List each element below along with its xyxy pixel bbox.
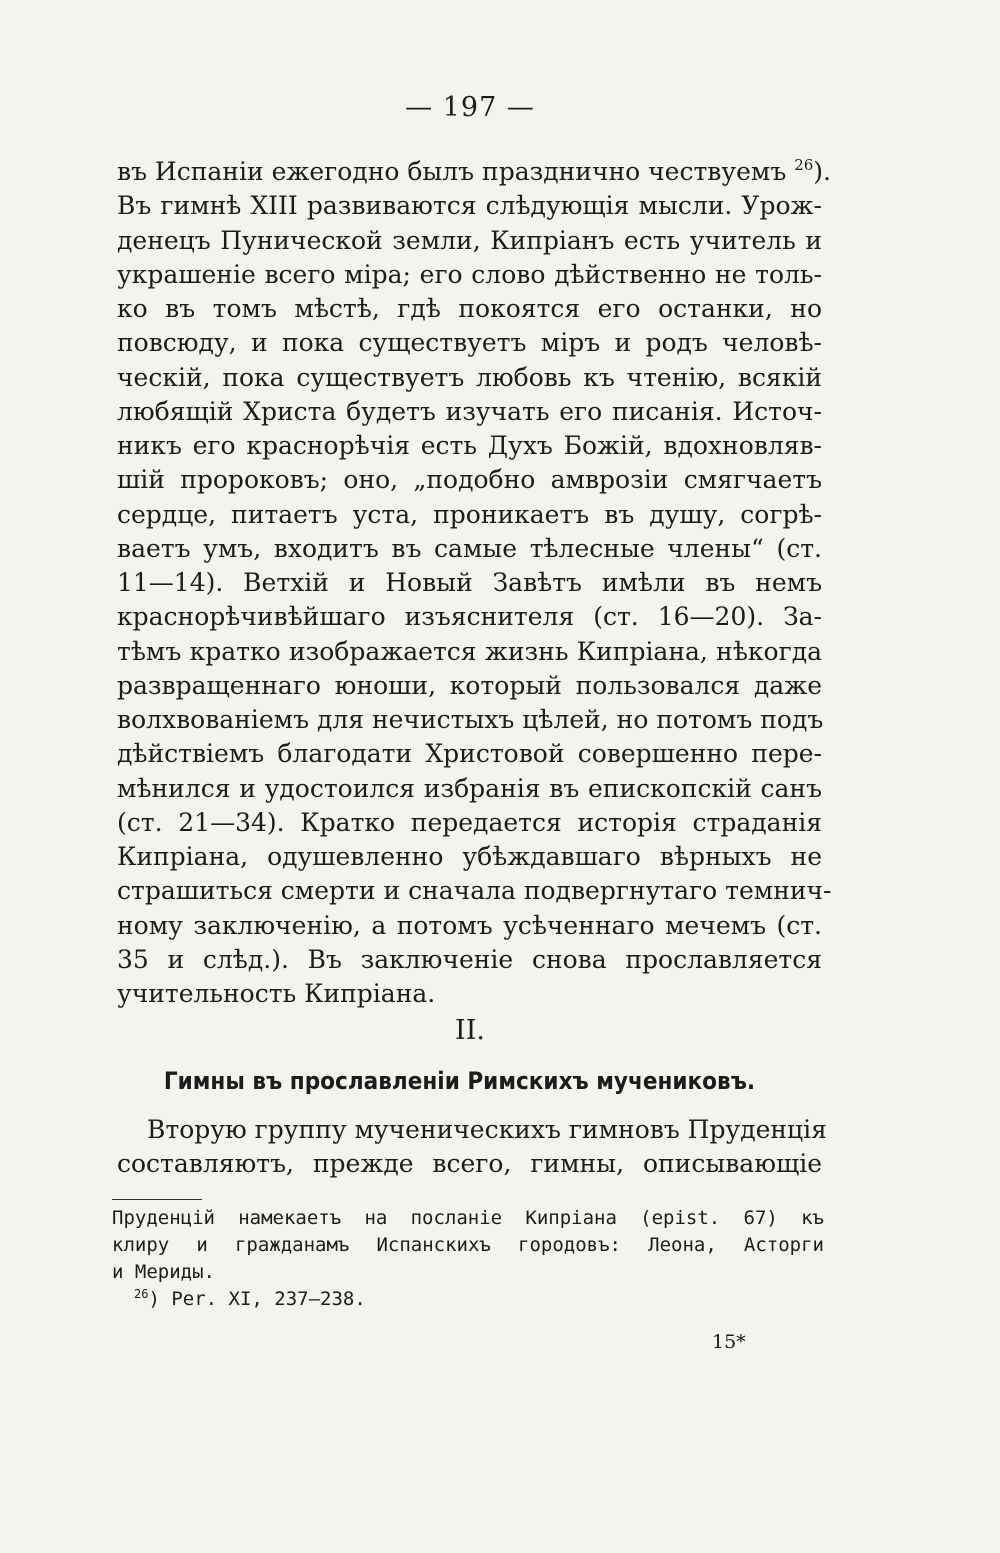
text-line (117, 669, 822, 703)
line-text: ваетъ умъ, входитъ въ самые тѣлесные члены“ (ст. (117, 533, 822, 563)
line-text: Вторую группу мученическихъ гимновъ Пруденція (147, 1115, 827, 1144)
text-line (117, 155, 831, 189)
line-text: ко въ томъ мѣстѣ, гдѣ покоятся его останки, но (117, 294, 822, 323)
line-text: клиру и гражданамъ Испанскихъ городовъ: Леона, Асторги (112, 1234, 824, 1256)
line-text: повсюду, и пока существуетъ міръ и родъ человѣ- (117, 328, 822, 358)
text-line (117, 909, 822, 943)
line-text: шій пророковъ; оно, „подобно амврозіи смягчаетъ (117, 465, 822, 495)
text-line (117, 498, 822, 532)
footnote-line (112, 1259, 824, 1286)
main-paragraph (117, 155, 832, 1011)
text-line (117, 566, 822, 600)
text-line (117, 189, 822, 223)
signature-mark: 15* (712, 1331, 746, 1353)
line-text: мѣнился и удостоился избранія въ епископскій санъ (117, 773, 822, 803)
text-line (117, 737, 822, 771)
text-line (117, 429, 822, 463)
line-text: въ Испаніи ежегодно былъ празднично чествуемъ (117, 157, 795, 186)
line-text: и Мериды. (112, 1261, 215, 1283)
section-number: II. (455, 1015, 485, 1046)
line-text: ческій, пока существуетъ любовь къ чтенію, всякій (117, 362, 822, 392)
text-line (117, 977, 822, 1011)
text-line (117, 532, 822, 566)
text-line (117, 703, 822, 737)
line-text: ному заключенію, а потомъ усѣченнаго мечемъ (ст. (117, 910, 822, 940)
footnote-line (112, 1286, 824, 1313)
text-line (117, 806, 822, 840)
text-line (117, 292, 822, 326)
line-text: (ст. 21—34). Кратко передается исторія страданія (117, 807, 822, 837)
footnote-line (112, 1205, 824, 1232)
line-text: волхвованіемъ для нечистыхъ цѣлей, но потомъ подъ (117, 705, 824, 734)
line-text: дѣйствіемъ благодати Христовой совершенно пере- (117, 739, 822, 769)
text-line (117, 326, 822, 360)
text-line (117, 1113, 827, 1147)
line-text: Пруденцій намекаетъ на посланіе Кипріана (epist. 67) къ (112, 1207, 824, 1229)
footnotes (112, 1205, 824, 1313)
line-text: Кипріана, одушевленно убѣждавшаго вѣрныхъ не (117, 842, 822, 871)
text-line (117, 772, 822, 806)
line-text: составляютъ, прежде всего, гимны, описывающіе (117, 1149, 822, 1179)
line-text: любящій Христа будетъ изучать его писанія. Источ- (117, 396, 822, 426)
line-text: развращеннаго юноши, который пользовался даже (117, 670, 822, 700)
line-text: денецъ Пунической земли, Кипріанъ есть учитель и (117, 225, 822, 255)
footnote-marker: 26 (134, 1287, 149, 1301)
text-line (117, 361, 822, 395)
footnote-reference: 26 (794, 156, 814, 174)
footnote-divider (112, 1199, 202, 1200)
text-line (117, 463, 822, 497)
line-text: страшиться смерти и сначала подвергнутаго темнич- (117, 876, 832, 906)
second-paragraph (117, 1113, 827, 1182)
line-text: краснорѣчивѣйшаго изъяснителя (ст. 16—20). За- (117, 602, 822, 632)
text-line (117, 874, 832, 908)
line-text: 11—14). Ветхій и Новый Завѣтъ имѣли въ немъ (117, 568, 822, 597)
footnote-line (112, 1232, 824, 1259)
line-text: Въ гимнѣ XIII развиваются слѣдующія мысли. Урож- (117, 191, 822, 221)
line-text-after: ). (813, 157, 831, 186)
text-line (117, 224, 822, 258)
footnote-text: ) Per. XI, 237—238. (148, 1288, 366, 1310)
line-text: учительность Кипріана. (117, 979, 436, 1008)
section-title: Гимны въ прославленіи Римскихъ мучениковъ. (163, 1067, 756, 1095)
line-text: украшеніе всего міра; его слово дѣйственно не толь- (117, 259, 822, 289)
text-line (117, 840, 822, 874)
line-text: тѣмъ кратко изображается жизнь Кипріана, нѣкогда (117, 636, 822, 666)
text-line (117, 600, 822, 634)
line-text: никъ его краснорѣчія есть Духъ Божій, вдохновляв- (117, 431, 822, 460)
page-number: — 197 — (405, 92, 535, 123)
line-text: 35 и слѣд.). Въ заключеніе снова прославляется (117, 944, 822, 974)
text-line (117, 258, 822, 292)
text-line (117, 635, 822, 669)
text-line (117, 1147, 822, 1181)
text-line (117, 395, 822, 429)
line-text: сердце, питаетъ уста, проникаетъ въ душу, согрѣ- (117, 499, 822, 529)
text-line (117, 943, 822, 977)
